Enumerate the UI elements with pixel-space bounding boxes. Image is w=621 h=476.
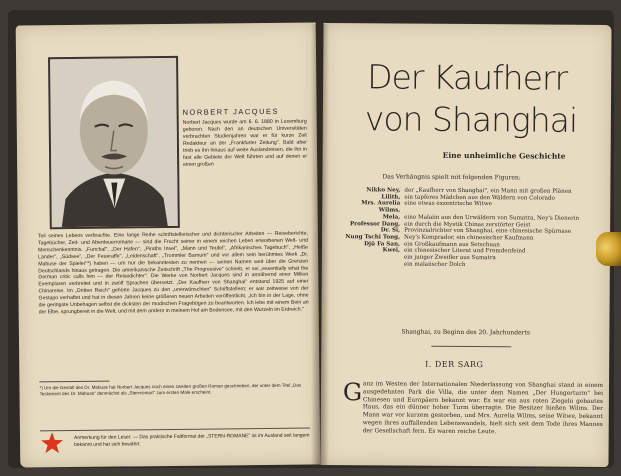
cast-name: Lilith, xyxy=(381,194,401,201)
cast-description: ein tapferes Mädchen aus den Wäldern von Colorado xyxy=(404,194,555,202)
red-star-icon xyxy=(40,431,64,455)
cast-description: der „Kaufherr von Shanghai", ein Mann mit großen Plänen xyxy=(404,187,572,195)
bottom-divider xyxy=(40,428,310,432)
cast-row xyxy=(340,261,602,270)
setting-divider xyxy=(431,346,511,348)
cast-description: eine etwas exzentrische Witwe xyxy=(404,200,492,208)
chapter-title: I. DER SARG xyxy=(425,359,484,370)
cast-name: Mrs. Aurelia Wilms, xyxy=(361,200,401,214)
cast-description: ein junger Zweifler aus Sumatra xyxy=(403,254,496,262)
footnote-divider xyxy=(39,381,109,383)
series-note: Anmerkung für den Leser. — Das praktische Faltformat der „STERN-ROMANE" ist im Ausland seit langem bekannt und hat sich bewährt. xyxy=(73,432,310,448)
footnote: *) Um die Gestalt des Dr. Mabuse hat Norbert Jacques noch einen zweiten großen Roman geschrieben, der unter dem Titel „Das Testament des Dr. Mabuse" demnächst als „Sternroman" zum ersten Male erscheint. xyxy=(39,382,302,397)
title-line-1: Der Kaufherr xyxy=(367,57,568,98)
open-book xyxy=(8,10,614,468)
cast-name xyxy=(340,261,404,268)
drop-cap: G xyxy=(342,378,363,407)
cast-name: Mela, xyxy=(382,214,401,221)
cast-description: ein malaiischer Dolch xyxy=(403,261,466,268)
chapter-text: anz im Westen der Internationalen Niederlassung von Shanghai stand in einem ausgedehnten Park die Villa, die unter dem Namen „Der Hungerturm" bei Chinesen und Europäern bekannt war. Es war ein aus roten Ziegeln gebautes Haus, das ein dünner hoher Turm überragte. Die Besitzer hießen Wilms. Der Mann war vor kurzem gestorben, und Mrs. Aurelia Wilms, seine Witwe, bekannt wegen ihres auffallenden Lebenswandels, hielt sich seit dem Tode ihres Mannes der Gesellschaft fern. Es waren reiche Leute. xyxy=(362,381,604,435)
cast-description: ein Großkaufmann aus Setschuan xyxy=(403,241,500,248)
cast-name: Dr. Si, xyxy=(380,227,401,234)
cast-list xyxy=(340,187,603,269)
subtitle: Eine unheimliche Geschichte xyxy=(442,150,566,161)
right-page xyxy=(320,23,611,467)
left-page xyxy=(16,22,321,467)
brass-clip xyxy=(596,232,621,266)
cast-description: ein durch die Mystik Chinas zerstörter Geist xyxy=(404,221,531,228)
author-portrait xyxy=(48,56,180,229)
cast-description: Ney's Komprador, ein chinesischer Kaufmann xyxy=(404,234,534,242)
setting-line: Shanghai, zu Beginn des 20. Jahrhunderts xyxy=(401,328,531,337)
cast-description: Provinzialrichter von Shanghai, eine chinesische Spürnase xyxy=(404,227,572,235)
portrait-image xyxy=(50,58,178,227)
author-name: NORBERT JACQUES xyxy=(182,106,280,117)
cast-name: Nung Tschi Tong, xyxy=(345,234,401,241)
title-line-2: von Shanghai xyxy=(364,99,578,140)
cast-intro: Das Verhängnis spielt mit folgenden Figuren: xyxy=(382,173,521,182)
cast-name: Professor Dang, xyxy=(349,220,401,228)
cast-name: Djü Fa San, xyxy=(364,240,401,248)
cast-description: ein chinesischer Literat und Fremdenfeind xyxy=(403,247,526,255)
cast-description: eine Malaiin aus den Urwäldern von Sumatra, Ney's Dienerin xyxy=(404,214,580,222)
author-bio-body: Teil seines Lebens verbrachte. Eine lange Reihe schriftstellerischer und dichterischer Arbeiten — Reiseberichte, Tagebücher, Zeit- und Abenteuerromane — sind die Frucht seiner in einem reichen Leben erworbenen Welt- und Menschenkenntnis. „Funchal", „Der Hafen", „Piraths Insel", „Mann und Teufel", „Afrikanisches Tagebuch", „Heiße Länder", „Südsee", „Der Feueraffe", „Leidenschaft", „Trommler Barnum" und vor allem sein berühmtes Werk „Dr. Mabuse der Spieler"*) haben — um nur die bekanntesten zu nennen — seinen Namen weit über die Grenzen Deutschlands hinaus getragen. Die amerikanische Zeitschrift „The Progressive" schrieb, er sei „essentially what the German critic calls him — der Reisedichter". Die Werke von Norbert Jacques sind in annähernd einer Million Exemplaren verbreitet und in zwölf Sprachen übersetzt. „Der Kaufherr von Shanghai" entstand 1925 auf einer Chinareise. Im „Dritten Reich" gehörte Jacques zu den „unerwünschten" Schriftstellern; er war zeitweise von der Gestapo verhaftet und hat in diesen Jahren keine größeren neuen Arbeiten veröffentlicht. „Ich bin in der Lage, ohne die geringste Unbehagen selbst die dicksten der modischen Fragebögen zu beantworten. Ich lebe mit einem Bein an der Elbe, sprungbereit in die Welt, und mit dem andern in meinem Hof am Bodensee, mit den Wurzeln im Erdreich." xyxy=(37,230,309,316)
author-bio-intro: Norbert Jacques wurde am 6. 6. 1880 in Luxemburg geboren. Nach den an deutschen Universitäten verbrachten Studienjahren war er für kurze Zeit Redakteur an der „Frankfurter Zeitung". Bald aber trieb es ihn hinaus auf weite Auslandreisen, die ihn in fast alle Gebiete der Welt führten und auf denen er einen großen xyxy=(182,118,308,168)
cast-name: Nikko Ney, xyxy=(366,187,401,194)
cast-name: Kwei, xyxy=(382,247,400,254)
